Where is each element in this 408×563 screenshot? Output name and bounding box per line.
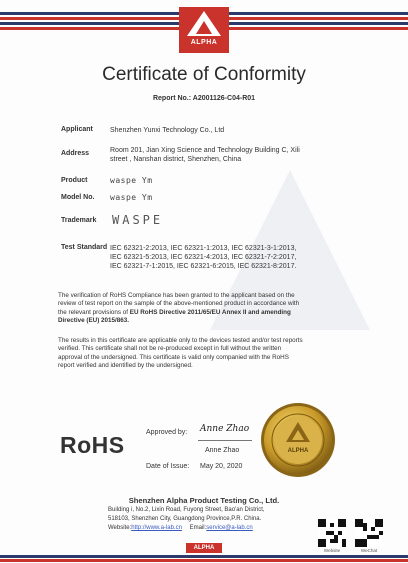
signature: Anne Zhao	[200, 424, 250, 434]
para1-line4: Directive (EU) 2015/863.	[58, 317, 130, 325]
product-label: Product	[61, 177, 88, 184]
para2-line1: The results in this certificate are applicable only to the devices tested and/or test reports	[58, 337, 303, 344]
para2-line3: approval of the undersigned. This certificate is valid only companied with the RoHS	[58, 353, 289, 361]
address-line1: Room 201, Jian Xing Science and Technology Building C, Xili	[110, 147, 300, 154]
rohs-mark: RoHS	[60, 432, 125, 458]
website-link[interactable]: http://www.a-lab.cn	[131, 525, 182, 531]
para1-line3a: the relevant provisions of	[58, 308, 130, 316]
applicant-label: Applicant	[61, 126, 93, 133]
trademark-label: Trademark	[61, 217, 97, 224]
website-qr-icon	[318, 519, 346, 547]
report-label: Report No.:	[152, 95, 192, 102]
footer-company: Shenzhen Alpha Product Testing Co., Ltd.	[128, 496, 280, 505]
applicant-value: Shenzhen Yunxi Technology Co., Ltd	[110, 127, 225, 134]
email-label: Email:	[189, 525, 207, 531]
model-value: waspe Ym	[110, 193, 153, 202]
seal-text: ALPHA	[287, 448, 309, 454]
footer-contact	[108, 525, 253, 531]
para1-line3	[58, 309, 354, 317]
address-line2: street , Nanshan district, Shenzhen, China	[110, 156, 242, 163]
bottom-band-navy	[0, 555, 408, 558]
validity-paragraph	[58, 337, 354, 371]
logo-text: ALPHA	[190, 39, 218, 46]
para1-line1: The verification of RoHS Compliance has been granted to the applicant based on the	[58, 292, 295, 299]
alpha-logo	[179, 7, 229, 53]
standard-line-1: IEC 62321-2:2013, IEC 62321-1:2013, IEC 62321-3-1:2013,	[110, 245, 297, 252]
website-label: Website:	[108, 525, 132, 531]
address-label: Address	[61, 150, 90, 157]
para1-line2: review of test report on the sample of the above-mentioned product in accordance with	[58, 300, 300, 308]
bottom-band-red	[0, 559, 408, 562]
para2-line2: verified. This certificate shall not be re-produced except in full without the written	[58, 345, 282, 353]
para1-directive: EU RoHS Directive 2011/65/EU Annex II and amending	[129, 308, 291, 316]
model-label: Model No.	[61, 194, 95, 201]
trademark-value: WASPE	[112, 213, 164, 227]
approver-name: Anne Zhao	[205, 447, 240, 454]
standard-line-3: IEC 62321-7-1:2015, IEC 62321-6:2015, IEC 62321-8:2017.	[110, 263, 297, 270]
issue-label: Date of Issue:	[146, 463, 190, 470]
standard-line-2: IEC 62321-5:2013, IEC 62321-4:2013, IEC 62321-7-2:2017,	[110, 254, 297, 261]
signature-line	[198, 440, 252, 441]
alpha-triangle-icon	[179, 7, 229, 39]
product-value: waspe Ym	[110, 176, 153, 185]
standard-label: Test Standard	[61, 244, 108, 251]
compliance-paragraph	[58, 292, 354, 326]
email-link[interactable]: service@a-lab.cn	[206, 525, 253, 531]
report-number	[0, 95, 408, 102]
footer-logo: ALPHA	[186, 543, 222, 553]
page-title: Certificate of Conformity	[102, 64, 306, 85]
report-value: A2001126-C04-R01	[192, 95, 256, 102]
wechat-qr-icon	[355, 519, 383, 547]
qr1-label: Website	[323, 548, 341, 553]
qr2-label: WeChat	[360, 548, 378, 553]
footer-address-1: Building i, No.2, Lixin Road, Fuyong Street, Bao'an District,	[108, 507, 265, 513]
gold-seal-icon	[260, 402, 336, 478]
para2-line4: report verified and identified by the undersigned.	[58, 362, 193, 370]
footer-address-2: 518103, Shenzhen City, Guangdong Province,P.R. China.	[108, 516, 262, 522]
issue-date: May 20, 2020	[200, 463, 243, 470]
approved-label: Approved by:	[146, 429, 188, 436]
